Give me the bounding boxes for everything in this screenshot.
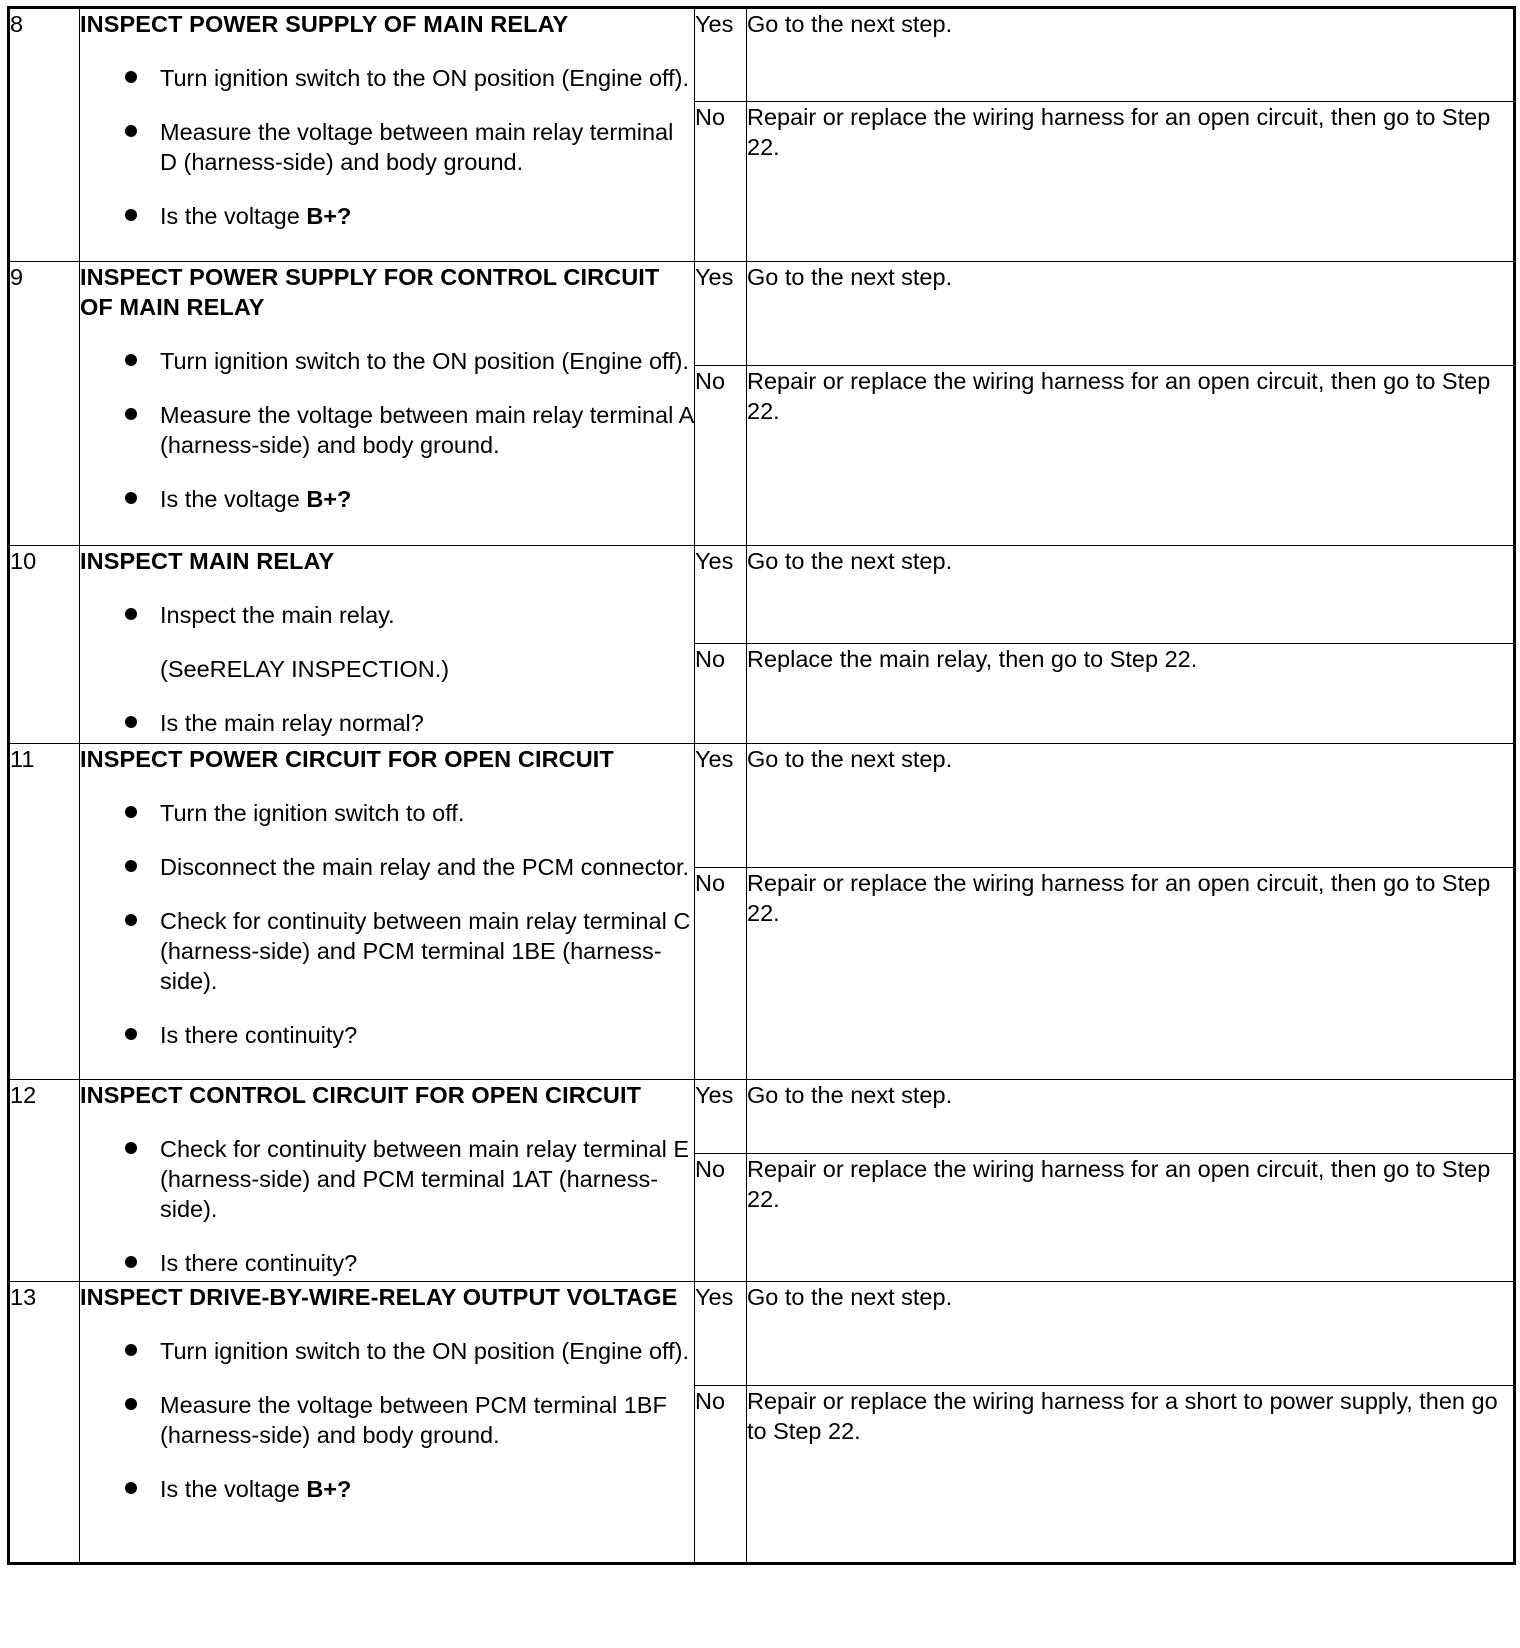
bullet-text: Turn the ignition switch to off.	[160, 800, 465, 826]
yes-label: Yes	[695, 1282, 747, 1386]
step-instructions	[80, 546, 695, 744]
bullet-emphasis: B+?	[306, 486, 352, 512]
step-row	[9, 744, 1515, 868]
bullet-item	[80, 1474, 694, 1504]
bullet-item	[80, 63, 694, 93]
bullet-icon	[125, 1028, 137, 1040]
step-title: INSPECT POWER SUPPLY FOR CONTROL CIRCUIT OF MAIN RELAY	[80, 264, 660, 320]
bullet-text: Turn ignition switch to the ON position (Engine off).	[160, 65, 690, 91]
no-result: Repair or replace the wiring harness for an open circuit, then go to Step 22.	[747, 868, 1515, 1080]
bullet-icon	[125, 1256, 137, 1268]
reference-note	[80, 654, 694, 684]
no-label: No	[695, 102, 747, 262]
bullet-icon	[125, 914, 137, 926]
bullet-text: Is the voltage	[160, 1476, 307, 1502]
yes-label: Yes	[695, 744, 747, 868]
bullet-item	[80, 1336, 694, 1366]
bullet-text: Measure the voltage between PCM terminal 1BF (harness-side) and body ground.	[160, 1392, 667, 1448]
step-title: INSPECT MAIN RELAY	[80, 548, 335, 574]
bullet-list	[80, 1336, 694, 1504]
bullet-list	[80, 346, 694, 514]
bullet-text: Is the voltage	[160, 203, 307, 229]
bullet-item	[80, 1134, 694, 1224]
step-row	[9, 546, 1515, 644]
no-result: Repair or replace the wiring harness for an open circuit, then go to Step 22.	[747, 102, 1515, 262]
bullet-text: Turn ignition switch to the ON position (Engine off).	[160, 348, 690, 374]
bullet-emphasis: B+?	[306, 203, 352, 229]
diagnostic-table	[7, 6, 1516, 1565]
yes-label: Yes	[695, 262, 747, 366]
bullet-icon	[125, 408, 137, 420]
bullet-item	[80, 1390, 694, 1450]
bullet-item	[80, 400, 694, 460]
bullet-icon	[125, 806, 137, 818]
bullet-item	[80, 1020, 694, 1050]
step-row	[9, 1080, 1515, 1154]
yes-label: Yes	[695, 1080, 747, 1154]
step-instructions	[80, 744, 695, 1080]
bullet-icon	[125, 716, 137, 728]
bullet-item	[80, 906, 694, 996]
bullet-text: Check for continuity between main relay terminal E (harness-side) and PCM terminal 1AT (harness-side).	[160, 1136, 689, 1222]
bullet-list	[80, 798, 694, 1050]
step-row	[9, 262, 1515, 366]
step-title: INSPECT POWER CIRCUIT FOR OPEN CIRCUIT	[80, 746, 614, 772]
no-label: No	[695, 366, 747, 546]
step-number: 13	[9, 1282, 80, 1564]
bullet-list	[80, 600, 694, 738]
no-result: Repair or replace the wiring harness for a short to power supply, then go to Step 22.	[747, 1386, 1515, 1564]
bullet-text: Inspect the main relay.	[160, 602, 395, 628]
bullet-text: Check for continuity between main relay terminal C (harness-side) and PCM terminal 1BE (harness-side).	[160, 908, 691, 994]
bullet-icon	[125, 492, 137, 504]
bullet-item	[80, 708, 694, 738]
bullet-icon	[125, 1482, 137, 1494]
step-number: 8	[9, 8, 80, 262]
bullet-text: Measure the voltage between main relay terminal A (harness-side) and body ground.	[160, 402, 693, 458]
bullet-item	[80, 346, 694, 376]
bullet-item	[80, 1248, 694, 1278]
step-number: 9	[9, 262, 80, 546]
yes-result: Go to the next step.	[747, 546, 1515, 644]
bullet-emphasis: B+?	[306, 1476, 352, 1502]
step-instructions	[80, 8, 695, 262]
no-label: No	[695, 1154, 747, 1282]
step-row	[9, 1282, 1515, 1386]
step-row	[9, 8, 1515, 102]
bullet-list	[80, 1134, 694, 1278]
yes-label: Yes	[695, 546, 747, 644]
bullet-item	[80, 201, 694, 231]
bullet-text: Is the voltage	[160, 486, 307, 512]
no-result: Repair or replace the wiring harness for an open circuit, then go to Step 22.	[747, 1154, 1515, 1282]
bullet-icon	[125, 125, 137, 137]
bullet-icon	[125, 608, 137, 620]
bullet-item	[80, 600, 694, 630]
bullet-text: Measure the voltage between main relay terminal D (harness-side) and body ground.	[160, 119, 674, 175]
step-number: 12	[9, 1080, 80, 1282]
yes-label: Yes	[695, 8, 747, 102]
no-label: No	[695, 644, 747, 744]
bullet-list	[80, 63, 694, 231]
step-title: INSPECT POWER SUPPLY OF MAIN RELAY	[80, 11, 569, 37]
step-title: INSPECT CONTROL CIRCUIT FOR OPEN CIRCUIT	[80, 1082, 642, 1108]
step-number: 10	[9, 546, 80, 744]
bullet-item	[80, 798, 694, 828]
bullet-item	[80, 117, 694, 177]
bullet-icon	[125, 209, 137, 221]
no-label: No	[695, 868, 747, 1080]
yes-result: Go to the next step.	[747, 744, 1515, 868]
bullet-icon	[125, 1142, 137, 1154]
bullet-icon	[125, 354, 137, 366]
bullet-icon	[125, 71, 137, 83]
yes-result: Go to the next step.	[747, 262, 1515, 366]
no-result: Repair or replace the wiring harness for an open circuit, then go to Step 22.	[747, 366, 1515, 546]
yes-result: Go to the next step.	[747, 1080, 1515, 1154]
step-instructions	[80, 262, 695, 546]
no-result: Replace the main relay, then go to Step 22.	[747, 644, 1515, 744]
bullet-icon	[125, 1398, 137, 1410]
bullet-text: Is there continuity?	[160, 1250, 358, 1276]
bullet-icon	[125, 860, 137, 872]
bullet-item	[80, 484, 694, 514]
bullet-text: Turn ignition switch to the ON position (Engine off).	[160, 1338, 690, 1364]
bullet-text: Is there continuity?	[160, 1022, 358, 1048]
no-label: No	[695, 1386, 747, 1564]
yes-result: Go to the next step.	[747, 1282, 1515, 1386]
step-title: INSPECT DRIVE-BY-WIRE-RELAY OUTPUT VOLTAGE	[80, 1284, 678, 1310]
bullet-item	[80, 852, 694, 882]
step-instructions	[80, 1282, 695, 1564]
bullet-text: Is the main relay normal?	[160, 710, 424, 736]
bullet-text: Disconnect the main relay and the PCM connector.	[160, 854, 690, 880]
step-number: 11	[9, 744, 80, 1080]
bullet-icon	[125, 1344, 137, 1356]
yes-result: Go to the next step.	[747, 8, 1515, 102]
bullet-text: (SeeRELAY INSPECTION.)	[160, 656, 450, 682]
step-instructions	[80, 1080, 695, 1282]
